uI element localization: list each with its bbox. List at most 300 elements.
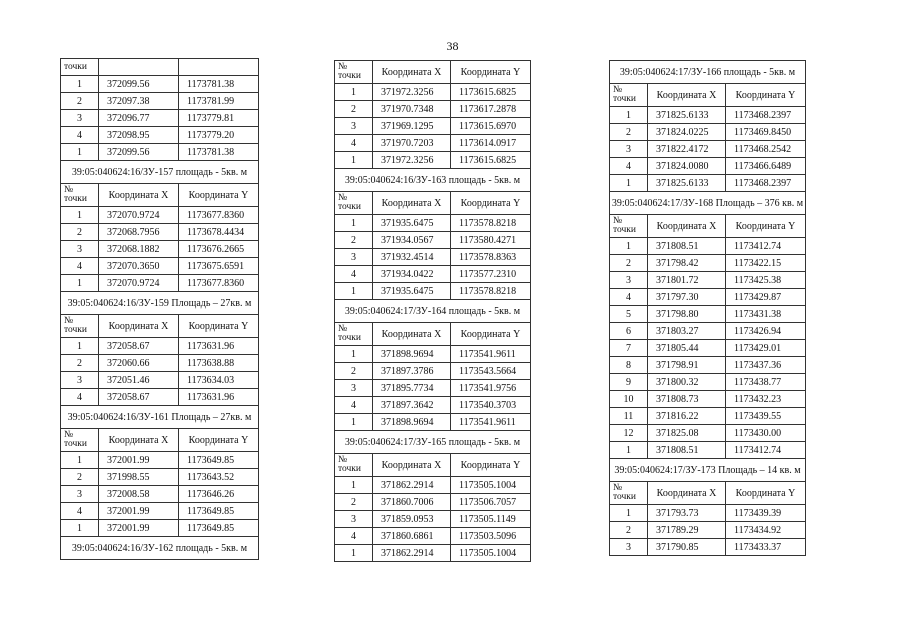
coordinate-x: 372068.7956 xyxy=(99,224,179,241)
coordinate-y: 1173466.6489 xyxy=(726,158,806,175)
coordinate-x: 371860.7006 xyxy=(373,494,451,511)
coordinate-x: 371790.85 xyxy=(648,539,726,556)
point-number: 1 xyxy=(335,215,373,232)
coordinate-y: 1173578.8218 xyxy=(451,215,531,232)
table-row xyxy=(61,224,259,241)
table-row xyxy=(610,124,806,141)
point-number: 1 xyxy=(610,175,648,192)
point-number: 1 xyxy=(61,520,99,537)
table-row xyxy=(61,486,259,503)
table-row xyxy=(61,520,259,537)
coordinate-x: 371862.2914 xyxy=(373,545,451,562)
header-coordinate-y: Координата Y xyxy=(179,184,259,207)
coordinate-y: 1173678.4434 xyxy=(179,224,259,241)
coordinate-x: 372070.9724 xyxy=(99,275,179,292)
coordinate-x: 372058.67 xyxy=(99,338,179,355)
coordinate-y: 1173677.8360 xyxy=(179,207,259,224)
coordinate-x: 371793.73 xyxy=(648,505,726,522)
point-number: 3 xyxy=(335,511,373,528)
coordinates-column-left xyxy=(60,58,259,560)
header-coordinate-x: Координата X xyxy=(99,429,179,452)
table-row xyxy=(335,135,531,152)
coordinate-y: 1173432.23 xyxy=(726,391,806,408)
table-row xyxy=(610,323,806,340)
point-number: 1 xyxy=(610,505,648,522)
coordinate-y: 1173438.77 xyxy=(726,374,806,391)
page-number: 38 xyxy=(446,39,459,53)
coordinate-y: 1173543.5664 xyxy=(451,363,531,380)
coordinate-y: 1173412.74 xyxy=(726,238,806,255)
coordinate-y: 1173614.0917 xyxy=(451,135,531,152)
coordinate-y: 1173781.38 xyxy=(179,76,259,93)
parcel-caption-row xyxy=(61,537,259,560)
coordinate-y: 1173541.9611 xyxy=(451,346,531,363)
coordinate-x: 371824.0080 xyxy=(648,158,726,175)
coordinate-x: 372070.9724 xyxy=(99,207,179,224)
point-number: 3 xyxy=(61,372,99,389)
coordinate-y: 1173677.8360 xyxy=(179,275,259,292)
point-number: 1 xyxy=(610,238,648,255)
table-row xyxy=(610,539,806,556)
coordinate-x: 371935.6475 xyxy=(373,283,451,300)
parcel-caption-row xyxy=(610,192,806,215)
point-number: 1 xyxy=(61,207,99,224)
coordinate-x: 371800.32 xyxy=(648,374,726,391)
parcel-caption: 39:05:040624:17/ЗУ-164 площадь - 5кв. м xyxy=(335,300,531,323)
coordinate-y: 1173429.01 xyxy=(726,340,806,357)
table-row xyxy=(335,118,531,135)
point-number: 3 xyxy=(610,141,648,158)
coordinate-y: 1173468.2542 xyxy=(726,141,806,158)
coordinate-y: 1173631.96 xyxy=(179,389,259,406)
point-number: 3 xyxy=(335,118,373,135)
coordinate-x: 371969.1295 xyxy=(373,118,451,135)
coordinate-x: 371862.2914 xyxy=(373,477,451,494)
parcel-caption: 39:05:040624:17/ЗУ-168 Площадь – 376 кв. м xyxy=(610,192,806,215)
header-point-number: № точки xyxy=(61,315,99,338)
header-coordinate-y: Координата Y xyxy=(179,429,259,452)
coordinates-column-middle xyxy=(334,60,531,562)
table-header-row xyxy=(61,315,259,338)
point-number: 3 xyxy=(610,272,648,289)
point-number: 1 xyxy=(335,152,373,169)
table-row xyxy=(61,452,259,469)
parcel-caption: 39:05:040624:17/ЗУ-173 Площадь – 14 кв. м xyxy=(610,459,806,482)
point-number: 1 xyxy=(335,346,373,363)
table-row xyxy=(335,232,531,249)
table-row xyxy=(335,380,531,397)
point-number: 3 xyxy=(61,110,99,127)
point-number: 12 xyxy=(610,425,648,442)
coordinate-y: 1173646.26 xyxy=(179,486,259,503)
point-number: 2 xyxy=(61,224,99,241)
table-row xyxy=(335,84,531,101)
coordinate-x: 371825.08 xyxy=(648,425,726,442)
point-number: 1 xyxy=(61,452,99,469)
table-row xyxy=(335,266,531,283)
header-coordinate-x: Координата X xyxy=(373,61,451,84)
point-number: 11 xyxy=(610,408,648,425)
coordinate-x: 371825.6133 xyxy=(648,107,726,124)
table-row xyxy=(61,469,259,486)
coordinate-y: 1173779.20 xyxy=(179,127,259,144)
parcel-caption-row xyxy=(335,431,531,454)
coordinate-x: 372051.46 xyxy=(99,372,179,389)
table-row xyxy=(61,144,259,161)
parcel-caption: 39:05:040624:16/ЗУ-157 площадь - 5кв. м xyxy=(61,161,259,184)
coordinate-y: 1173437.36 xyxy=(726,357,806,374)
point-number: 4 xyxy=(61,389,99,406)
coordinate-x: 371808.51 xyxy=(648,238,726,255)
coordinate-x: 372001.99 xyxy=(99,503,179,520)
table-row xyxy=(61,241,259,258)
header-point-number: № точки xyxy=(61,429,99,452)
point-number: 3 xyxy=(61,486,99,503)
point-number: 3 xyxy=(335,380,373,397)
table-header-row xyxy=(610,215,806,238)
table-row xyxy=(335,283,531,300)
coordinate-y: 1173430.00 xyxy=(726,425,806,442)
coordinate-x: 371972.3256 xyxy=(373,152,451,169)
table-row xyxy=(61,275,259,292)
header-coordinate-y: Координата Y xyxy=(451,192,531,215)
point-number: 2 xyxy=(335,494,373,511)
point-number: 4 xyxy=(61,127,99,144)
point-number: 4 xyxy=(335,397,373,414)
table-row xyxy=(610,442,806,459)
point-number: 1 xyxy=(335,545,373,562)
header-coordinate-y: Координата Y xyxy=(726,482,806,505)
coordinate-y: 1173439.39 xyxy=(726,505,806,522)
coordinate-x: 372068.1882 xyxy=(99,241,179,258)
coordinate-x: 372099.56 xyxy=(99,76,179,93)
table-row xyxy=(61,503,259,520)
coordinate-x: 371859.0953 xyxy=(373,511,451,528)
coordinate-x: 372099.56 xyxy=(99,144,179,161)
point-number: 4 xyxy=(610,289,648,306)
point-number: 2 xyxy=(610,522,648,539)
coordinate-y: 1173434.92 xyxy=(726,522,806,539)
parcel-caption: 39:05:040624:16/ЗУ-162 площадь - 5кв. м xyxy=(61,537,259,560)
header-coordinate-y: Координата Y xyxy=(726,84,806,107)
point-number: 1 xyxy=(335,414,373,431)
table-header-row xyxy=(61,184,259,207)
coordinate-x: 371797.30 xyxy=(648,289,726,306)
header-coordinate-x: Координата X xyxy=(648,215,726,238)
table-header-row xyxy=(61,59,259,76)
table-row xyxy=(335,494,531,511)
table-row xyxy=(610,238,806,255)
coordinate-x: 371860.6861 xyxy=(373,528,451,545)
coordinate-x: 372058.67 xyxy=(99,389,179,406)
table-row xyxy=(610,391,806,408)
point-number: 4 xyxy=(61,258,99,275)
coordinate-y: 1173505.1004 xyxy=(451,477,531,494)
table-row xyxy=(335,249,531,266)
header-coordinate-x: Координата X xyxy=(373,454,451,477)
coordinate-y: 1173431.38 xyxy=(726,306,806,323)
header-point-number: № точки xyxy=(610,215,648,238)
point-number: 4 xyxy=(335,528,373,545)
table-row xyxy=(335,477,531,494)
table-row xyxy=(610,272,806,289)
coordinate-y: 1173426.94 xyxy=(726,323,806,340)
point-number: 4 xyxy=(61,503,99,520)
table-row xyxy=(335,511,531,528)
coordinate-y: 1173468.2397 xyxy=(726,175,806,192)
header-point-number: № точки xyxy=(335,192,373,215)
parcel-caption: 39:05:040624:16/ЗУ-159 Площадь – 27кв. м xyxy=(61,292,259,315)
coordinate-x: 371822.4172 xyxy=(648,141,726,158)
table-header-row xyxy=(335,454,531,477)
coordinate-y: 1173649.85 xyxy=(179,503,259,520)
coordinate-y: 1173412.74 xyxy=(726,442,806,459)
point-number: 1 xyxy=(335,283,373,300)
coordinate-y: 1173643.52 xyxy=(179,469,259,486)
coordinate-y: 1173649.85 xyxy=(179,452,259,469)
table-row xyxy=(335,152,531,169)
coordinate-y: 1173617.2878 xyxy=(451,101,531,118)
point-number: 3 xyxy=(335,249,373,266)
point-number: 2 xyxy=(335,232,373,249)
table-header-row xyxy=(61,429,259,452)
coordinates-table xyxy=(334,60,531,562)
point-number: 1 xyxy=(610,107,648,124)
coordinate-y: 1173578.8363 xyxy=(451,249,531,266)
header-coordinate-x: Координата X xyxy=(373,323,451,346)
point-number: 4 xyxy=(610,158,648,175)
table-row xyxy=(610,158,806,175)
table-row xyxy=(335,528,531,545)
table-row xyxy=(61,93,259,110)
coordinate-x: 371808.73 xyxy=(648,391,726,408)
table-row xyxy=(610,340,806,357)
coordinate-y: 1173429.87 xyxy=(726,289,806,306)
point-number: 2 xyxy=(335,101,373,118)
table-row xyxy=(610,107,806,124)
coordinate-x: 371998.55 xyxy=(99,469,179,486)
table-row xyxy=(61,355,259,372)
header-coordinate-x: Координата X xyxy=(99,315,179,338)
coordinate-x: 371803.27 xyxy=(648,323,726,340)
coordinate-x: 371816.22 xyxy=(648,408,726,425)
point-number: 1 xyxy=(335,477,373,494)
table-row xyxy=(610,425,806,442)
parcel-caption: 39:05:040624:17/ЗУ-165 площадь - 5кв. м xyxy=(335,431,531,454)
header-coordinate-x: Координата X xyxy=(373,192,451,215)
coordinate-y: 1173634.03 xyxy=(179,372,259,389)
coordinate-y: 1173577.2310 xyxy=(451,266,531,283)
coordinate-y: 1173439.55 xyxy=(726,408,806,425)
header-point-number: точки xyxy=(61,59,99,76)
table-header-row xyxy=(610,482,806,505)
table-row xyxy=(61,338,259,355)
point-number: 2 xyxy=(610,124,648,141)
coordinate-x: 372001.99 xyxy=(99,520,179,537)
header-point-number: № точки xyxy=(61,184,99,207)
table-header-row xyxy=(335,323,531,346)
coordinate-x: 371932.4514 xyxy=(373,249,451,266)
table-row xyxy=(610,289,806,306)
coordinate-y: 1173503.5096 xyxy=(451,528,531,545)
table-row xyxy=(610,141,806,158)
coordinate-y: 1173506.7057 xyxy=(451,494,531,511)
header-coordinate-x: Координата X xyxy=(99,184,179,207)
point-number: 3 xyxy=(610,539,648,556)
coordinate-x: 371935.6475 xyxy=(373,215,451,232)
coordinate-y: 1173425.38 xyxy=(726,272,806,289)
table-row xyxy=(610,522,806,539)
table-row xyxy=(61,372,259,389)
parcel-caption-row xyxy=(610,61,806,84)
header-point-number: № точки xyxy=(335,323,373,346)
point-number: 1 xyxy=(61,144,99,161)
parcel-caption-row xyxy=(61,161,259,184)
table-row xyxy=(335,545,531,562)
header-point-number: № точки xyxy=(610,482,648,505)
parcel-caption: 39:05:040624:16/ЗУ-163 площадь - 5кв. м xyxy=(335,169,531,192)
header-coordinate-y: Координата Y xyxy=(726,215,806,238)
point-number: 4 xyxy=(335,135,373,152)
coordinate-y: 1173779.81 xyxy=(179,110,259,127)
parcel-caption-row xyxy=(610,459,806,482)
coordinate-y: 1173578.8218 xyxy=(451,283,531,300)
coordinate-x: 371934.0422 xyxy=(373,266,451,283)
coordinate-y: 1173540.3703 xyxy=(451,397,531,414)
coordinate-x: 371972.3256 xyxy=(373,84,451,101)
point-number: 1 xyxy=(335,84,373,101)
point-number: 2 xyxy=(61,355,99,372)
point-number: 1 xyxy=(61,275,99,292)
header-coordinate-x: Координата X xyxy=(648,84,726,107)
coordinate-x: 371798.80 xyxy=(648,306,726,323)
parcel-caption-row xyxy=(61,406,259,429)
coordinate-x: 371789.29 xyxy=(648,522,726,539)
table-row xyxy=(61,389,259,406)
coordinates-table xyxy=(60,58,259,560)
header-coordinate-y: Координата Y xyxy=(179,315,259,338)
coordinate-x: 372060.66 xyxy=(99,355,179,372)
table-header-row xyxy=(335,61,531,84)
parcel-caption-row xyxy=(335,300,531,323)
coordinate-x: 371805.44 xyxy=(648,340,726,357)
table-row xyxy=(61,258,259,275)
point-number: 6 xyxy=(610,323,648,340)
coordinate-y: 1173675.6591 xyxy=(179,258,259,275)
coordinate-x: 372096.77 xyxy=(99,110,179,127)
coordinate-x: 371808.51 xyxy=(648,442,726,459)
header-point-number: № точки xyxy=(610,84,648,107)
table-row xyxy=(61,76,259,93)
coordinate-y: 1173541.9756 xyxy=(451,380,531,397)
point-number: 9 xyxy=(610,374,648,391)
point-number: 5 xyxy=(610,306,648,323)
coordinate-y: 1173631.96 xyxy=(179,338,259,355)
coordinate-x: 371895.7734 xyxy=(373,380,451,397)
coordinate-x: 371824.0225 xyxy=(648,124,726,141)
coordinate-y: 1173615.6825 xyxy=(451,152,531,169)
coordinate-x: 371898.9694 xyxy=(373,346,451,363)
coordinate-x: 371934.0567 xyxy=(373,232,451,249)
coordinate-x: 371798.91 xyxy=(648,357,726,374)
coordinate-x: 372070.3650 xyxy=(99,258,179,275)
coordinate-x: 371801.72 xyxy=(648,272,726,289)
coordinate-x: 371970.7348 xyxy=(373,101,451,118)
point-number: 10 xyxy=(610,391,648,408)
parcel-caption-row xyxy=(335,169,531,192)
table-row xyxy=(335,215,531,232)
coordinate-x: 371798.42 xyxy=(648,255,726,272)
coordinate-y: 1173505.1004 xyxy=(451,545,531,562)
coordinate-y: 1173468.2397 xyxy=(726,107,806,124)
header-coordinate-x: Координата X xyxy=(648,482,726,505)
table-row xyxy=(610,255,806,272)
header-coordinate-y: Координата Y xyxy=(451,454,531,477)
table-row xyxy=(610,357,806,374)
coordinate-y: 1173422.15 xyxy=(726,255,806,272)
parcel-caption-row xyxy=(61,292,259,315)
coordinate-y: 1173615.6970 xyxy=(451,118,531,135)
coordinate-y: 1173649.85 xyxy=(179,520,259,537)
coordinate-y: 1173781.99 xyxy=(179,93,259,110)
table-row xyxy=(335,397,531,414)
coordinate-y: 1173615.6825 xyxy=(451,84,531,101)
point-number: 1 xyxy=(61,338,99,355)
coordinate-y: 1173541.9611 xyxy=(451,414,531,431)
coordinate-x: 371897.3786 xyxy=(373,363,451,380)
coordinate-y: 1173676.2665 xyxy=(179,241,259,258)
coordinates-column-right xyxy=(609,60,806,556)
table-row xyxy=(61,207,259,224)
coordinate-x: 371825.6133 xyxy=(648,175,726,192)
coordinate-x: 372097.38 xyxy=(99,93,179,110)
coordinates-table xyxy=(609,60,806,556)
header-coordinate-y xyxy=(179,59,259,76)
parcel-caption: 39:05:040624:16/ЗУ-161 Площадь – 27кв. м xyxy=(61,406,259,429)
table-row xyxy=(61,110,259,127)
point-number: 8 xyxy=(610,357,648,374)
header-point-number: № точки xyxy=(335,61,373,84)
point-number: 1 xyxy=(61,76,99,93)
coordinate-y: 1173580.4271 xyxy=(451,232,531,249)
point-number: 7 xyxy=(610,340,648,357)
coordinate-x: 372008.58 xyxy=(99,486,179,503)
header-point-number: № точки xyxy=(335,454,373,477)
table-row xyxy=(335,414,531,431)
coordinate-x: 372098.95 xyxy=(99,127,179,144)
table-header-row xyxy=(335,192,531,215)
table-row xyxy=(610,505,806,522)
table-row xyxy=(335,346,531,363)
table-row xyxy=(335,101,531,118)
point-number: 1 xyxy=(610,442,648,459)
coordinate-x: 371898.9694 xyxy=(373,414,451,431)
header-coordinate-y: Координата Y xyxy=(451,61,531,84)
coordinate-x: 371897.3642 xyxy=(373,397,451,414)
point-number: 3 xyxy=(61,241,99,258)
point-number: 4 xyxy=(335,266,373,283)
table-row xyxy=(610,306,806,323)
coordinate-x: 371970.7203 xyxy=(373,135,451,152)
header-coordinate-x xyxy=(99,59,179,76)
coordinate-y: 1173469.8450 xyxy=(726,124,806,141)
point-number: 2 xyxy=(61,469,99,486)
table-row xyxy=(335,363,531,380)
coordinate-y: 1173433.37 xyxy=(726,539,806,556)
table-row xyxy=(61,127,259,144)
coordinate-y: 1173781.38 xyxy=(179,144,259,161)
coordinate-x: 372001.99 xyxy=(99,452,179,469)
